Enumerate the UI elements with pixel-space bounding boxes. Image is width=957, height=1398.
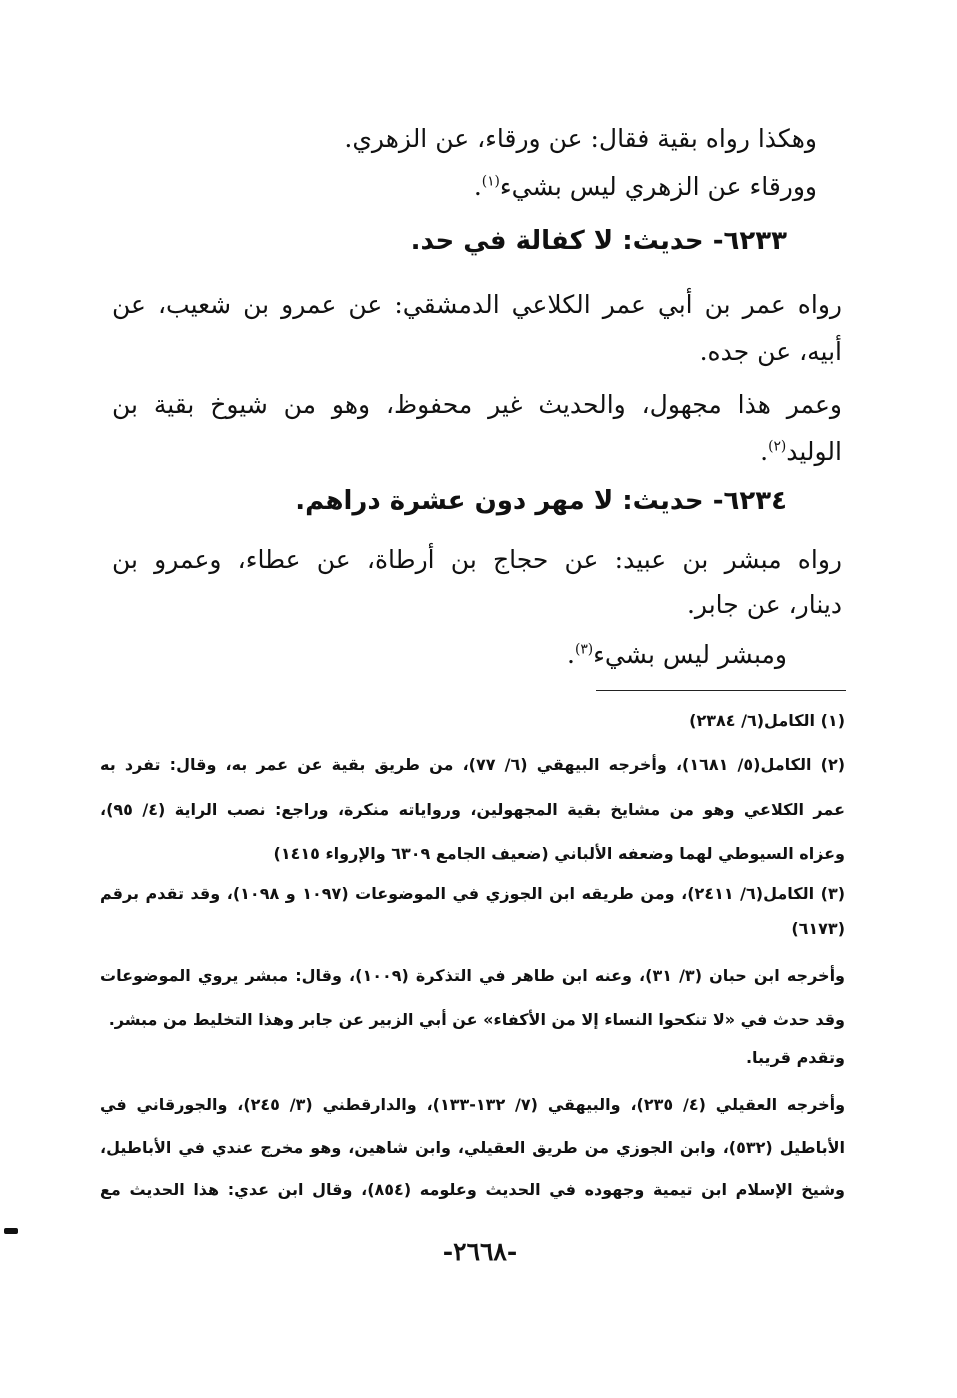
footnote-line: وتقدم قريبا. — [745, 1048, 845, 1067]
text: . — [760, 437, 769, 466]
hadith-heading: ٦٢٣٤- حديث: لا مهر دون عشرة دراهم. — [295, 486, 787, 516]
text-line-with-footnote-ref — [474, 172, 817, 201]
text-line: رواه عمر بن أبي عمر الكلاعي الدمشقي: عن عمرو بن شعيب، عن — [112, 290, 842, 319]
footnote-line: (١) الكامل(٦/ ٢٣٨٤) — [689, 711, 845, 730]
text: وورقاء عن الزهري ليس بشيء — [499, 172, 817, 201]
footnote-line: (٦١٧٣) — [791, 919, 845, 938]
footnote-line: عمر الكلاعي وهو من مشايخ بقية المجهولين، ورواياته منكرة، وراجع: نصب الراية (٤/ ٩٥)، — [100, 800, 845, 819]
footnote-line: وأخرجه العقيلي (٤/ ٢٣٥)، والبيهقي (٧/ ١٣٢-١٣٣)، والدارقطني (٣/ ٢٤٥)، والجورقاني في — [100, 1095, 846, 1114]
text: . — [567, 640, 575, 669]
text-line: دينار، عن جابر. — [686, 590, 842, 619]
footnote-line: وقد حدث في «لا تنكحوا النساء إلا من الأكفاء» عن أبي الزبير عن جابر وهذا التخليط من مبشر. — [108, 1010, 845, 1029]
footnote-line: (٣) الكامل(٦/ ٢٤١١)، ومن طريقه ابن الجوزي في الموضوعات (١٠٩٧ و ١٠٩٨)، وقد تقدم برقم — [100, 884, 846, 903]
hadith-heading: ٦٢٣٣- حديث: لا كفالة في حد. — [410, 226, 787, 256]
text: الوليد — [786, 437, 842, 466]
text-line-with-footnote-ref — [760, 437, 842, 466]
text-line: رواه مبشر بن عبيد: عن حجاج بن أرطاة، عن عطاء، وعمرو بن — [112, 545, 842, 574]
footnote-divider — [596, 690, 846, 691]
footnote-ref: (٢) — [768, 438, 787, 455]
text-line-with-footnote-ref — [567, 640, 787, 669]
scan-mark — [4, 1228, 18, 1234]
text: . — [473, 172, 482, 201]
page-number: -٢٦٦٨- — [442, 1237, 518, 1266]
text-line: أبيه، عن جده. — [699, 337, 842, 366]
footnote-line: الأباطيل (٥٣٢)، وابن الجوزي من طريق العقيلي، وابن شاهين، وهو مخرج عندي في الأباطيل، — [100, 1138, 845, 1157]
footnote-line: وأخرجه ابن حبان (٣/ ٣١)، وعنه ابن طاهر في التذكرة (١٠٠٩)، وقال: مبشر يروي الموضوعات — [100, 966, 846, 985]
footnote-line: (٢) الكامل(٥/ ١٦٨١)، وأخرجه البيهقي (٦/ ٧٧)، من طريق بقية عن عمر به، وقال: تفرد به — [100, 755, 846, 774]
footnote-ref: (٣) — [574, 641, 594, 658]
footnote-line: وشيخ الإسلام ابن تيمية وجهوده في الحديث وعلومه (٨٥٤)، وقال ابن عدي: هذا الحديث مع — [100, 1180, 845, 1199]
text: ومبشر ليس بشيء — [593, 640, 787, 669]
footnote-line: وعزاه السيوطي لهما وضعفه الألباني (ضعيف الجامع ٦٣٠٩ والإرواء ١٤١٥) — [273, 844, 845, 863]
text-line: وهكذا رواه بقية فقال: عن ورقاء، عن الزهري. — [344, 124, 817, 153]
footnote-ref: (١) — [481, 173, 500, 190]
text-line: وعمر هذا مجهول، والحديث غير محفوظ، وهو من شيوخ بقية بن — [112, 390, 842, 419]
